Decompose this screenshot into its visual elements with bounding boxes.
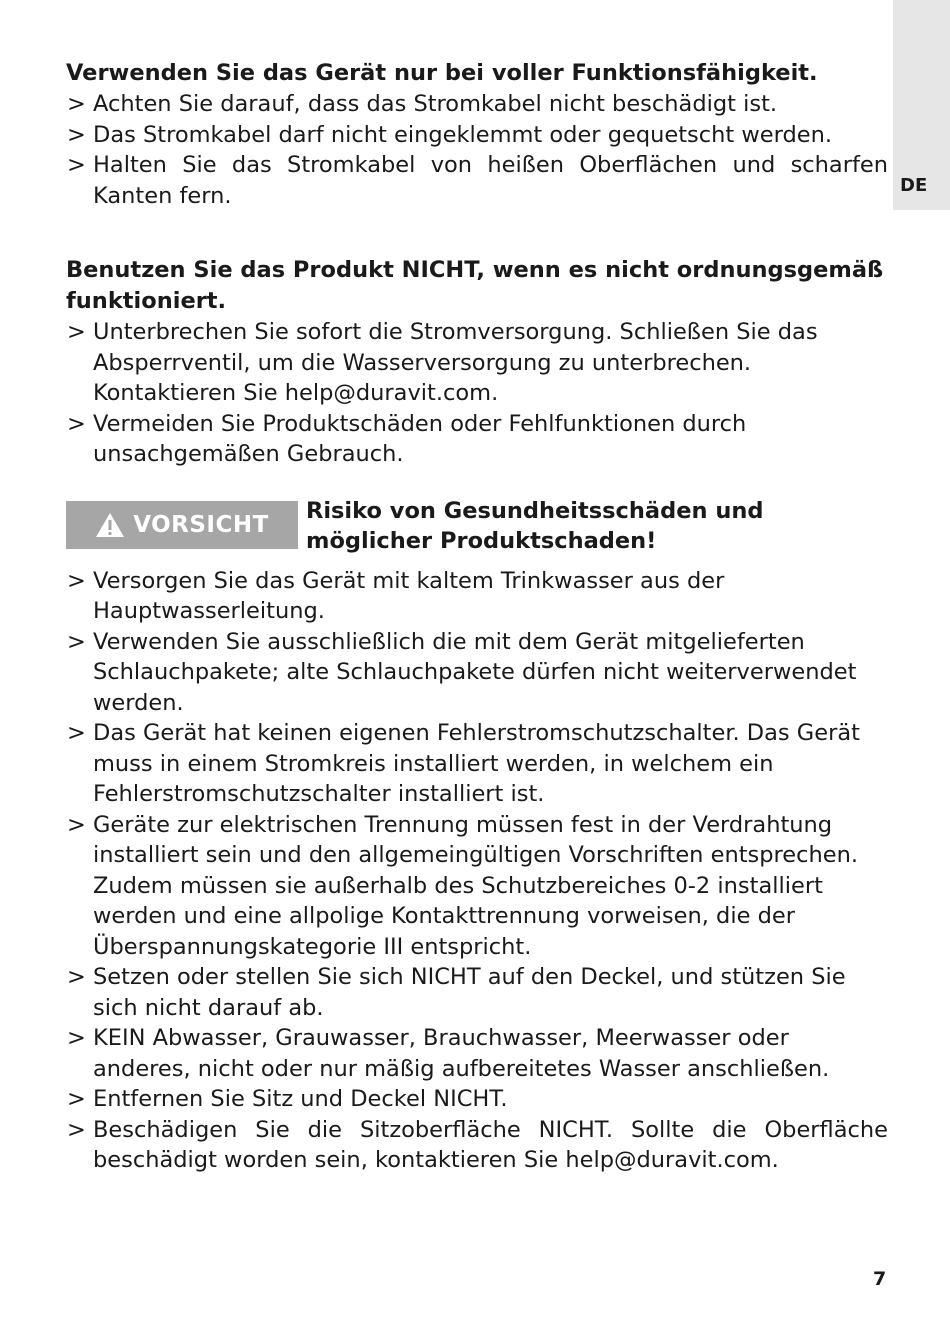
warning-triangle-icon — [95, 512, 125, 538]
warning-title: Risiko von Gesundheitsschäden und möglicher Produktschaden! — [306, 497, 764, 554]
list-item: > Achten Sie darauf, dass das Stromkabel nicht beschädigt ist. — [66, 89, 888, 120]
list-item: > Das Gerät hat keinen eigenen Fehlerstromschutzschalter. Das Gerät muss in einem Stromkreis installiert werden, in welchem ein Fehlerstromschutzschalter installiert ist. — [66, 718, 888, 810]
list-item: > Vermeiden Sie Produktschäden oder Fehlfunktionen durch unsachgemäßen Gebrauch. — [66, 409, 888, 470]
warning-label: VORSICHT — [133, 511, 269, 538]
list-item: > Verwenden Sie ausschließlich die mit dem Gerät mitgelieferten Schlauchpakete; alte Schlauchpakete dürfen nicht weiterverwendet werden. — [66, 627, 888, 719]
list-item: > Entfernen Sie Sitz und Deckel NICHT. — [66, 1084, 888, 1115]
list-item: > Beschädigen Sie die Sitzoberfläche NICHT. Sollte die Oberfläche beschädigt worden sein, kontaktieren Sie help@duravit.com. — [66, 1115, 888, 1176]
section2-list — [66, 317, 888, 470]
warning-list — [66, 566, 888, 1176]
list-item: > Geräte zur elektrischen Trennung müssen fest in der Verdrahtung installiert sein und den allgemeingültigen Vorschriften entsprechen. Zudem müssen sie außerhalb des Schutzbereiches 0-2 installiert werden und eine allpolige Kontakttrennung vorweisen, die der Überspannungskategorie III entspricht. — [66, 810, 888, 963]
language-label: DE — [900, 175, 928, 196]
list-item: > Versorgen Sie das Gerät mit kaltem Trinkwasser aus der Hauptwasserleitung. — [66, 566, 888, 627]
warning-notice — [66, 496, 888, 556]
list-item: > Halten Sie das Stromkabel von heißen Oberflächen und scharfen Kanten fern. — [66, 150, 888, 211]
warning-badge — [66, 501, 298, 549]
page-number: 7 — [873, 1268, 887, 1290]
section1-heading: Verwenden Sie das Gerät nur bei voller Funktionsfähigkeit. — [66, 60, 818, 86]
list-item: > Das Stromkabel darf nicht eingeklemmt oder gequetscht werden. — [66, 120, 888, 151]
page-content — [66, 58, 888, 1176]
list-item: > Setzen oder stellen Sie sich NICHT auf den Deckel, und stützen Sie sich nicht darauf ab. — [66, 962, 888, 1023]
list-item: > Unterbrechen Sie sofort die Stromversorgung. Schließen Sie das Absperrventil, um die Wasserversorgung zu unterbrechen. Kontaktieren Sie help@duravit.com. — [66, 317, 888, 409]
section2-heading: Benutzen Sie das Produkt NICHT, wenn es nicht ordnungsgemäß funktioniert. — [66, 257, 884, 314]
section1-list — [66, 89, 888, 211]
list-item: > KEIN Abwasser, Grauwasser, Brauchwasser, Meerwasser oder anderes, nicht oder nur mäßig aufbereitetes Wasser anschließen. — [66, 1023, 888, 1084]
